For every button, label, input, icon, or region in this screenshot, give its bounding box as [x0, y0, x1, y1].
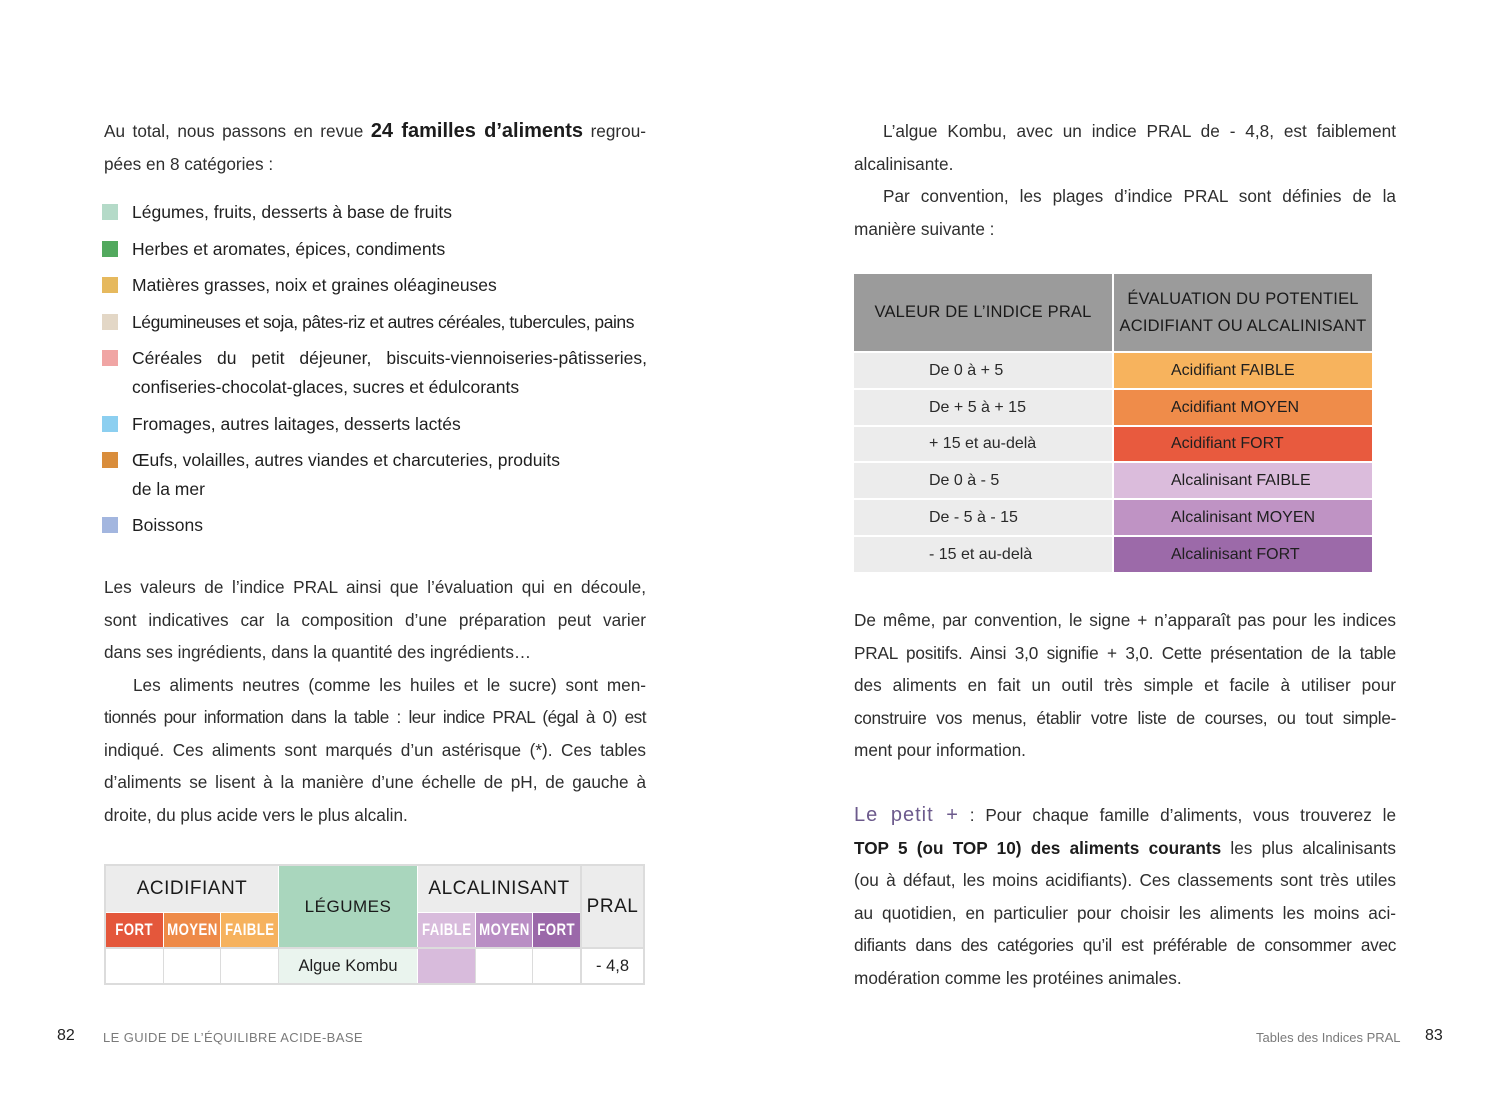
range-cell: De 0 à + 5 — [854, 353, 1112, 388]
range-cell: De + 5 à + 15 — [854, 390, 1112, 425]
text-line: PRAL positifs. Ainsi 3,0 signifie + 3,0. Cette présentation de la table — [854, 642, 1396, 663]
cell-divider — [220, 949, 221, 983]
range-cell: + 15 et au-delà — [854, 427, 1112, 461]
page-number-right: 83 — [1425, 1027, 1443, 1044]
tip-line-1 — [854, 799, 1396, 832]
pral-value-cell: - 4,8 — [595, 956, 630, 975]
intro-text-end: regrou- — [583, 121, 646, 141]
color-swatch-icon — [102, 241, 118, 257]
kombu-paragraph — [854, 115, 1396, 245]
evaluation-cell: Alcalinisant FAIBLE — [1114, 463, 1372, 498]
tip-text: : Pour chaque famille d’aliments, vous trouverez le — [958, 805, 1397, 825]
text-line: Par convention, les plages d’indice PRAL sont définies de la — [883, 186, 1396, 206]
text-line: L’algue Kombu, avec un indice PRAL de - 4,8, est faiblement — [883, 121, 1396, 141]
tip-lead: Le petit + — [854, 804, 959, 826]
text-line: De même, par convention, le signe + n’apparaît pas pour les indices — [854, 610, 1396, 630]
color-swatch-icon — [102, 314, 118, 330]
tip-paragraph — [854, 799, 1396, 994]
tip-bold-text: TOP 5 (ou TOP 10) des aliments courants — [854, 837, 1222, 858]
legend-label: Légumes, fruits, desserts à base de fruits — [132, 202, 453, 222]
level-label: FAIBLE — [421, 920, 472, 939]
text-line: Les aliments neutres (comme les huiles et le sucre) sont men- — [133, 674, 646, 695]
level-label: MOYEN — [166, 920, 218, 939]
pral-ranges-table — [854, 274, 1372, 572]
legend-label: Légumineuses et soja, pâtes-riz et autres céréales, tubercules, pains — [132, 312, 635, 332]
alk-faible-highlight-cell — [418, 949, 475, 983]
text-line: indiqué. Ces aliments sont marqués d’un astérisque (*). Ces tables — [104, 739, 646, 760]
text-line: des aliments en fait un outil très simple et facile à utiliser pour — [854, 675, 1396, 695]
book-title-footer: LE GUIDE DE L’ÉQUILIBRE ACIDE-BASE — [103, 1030, 363, 1045]
cell-divider — [163, 949, 164, 983]
legend-label-line: Céréales du petit déjeuner, biscuits-viennoiseries-pâtisseries, — [132, 348, 647, 368]
pral-header: PRAL — [582, 866, 643, 947]
convention-paragraph — [854, 604, 1396, 767]
alcalinisant-header: ALCALINISANT — [418, 866, 580, 912]
alk-faible-header — [418, 913, 475, 947]
evaluation-cell: Acidifiant FAIBLE — [1114, 353, 1372, 388]
cell-divider — [475, 949, 476, 983]
pral-notes-paragraph — [104, 571, 646, 831]
evaluation-cell: Acidifiant MOYEN — [1114, 390, 1372, 425]
text-line: droite, du plus acide vers le plus alcalin. — [104, 804, 408, 825]
color-swatch-icon — [102, 350, 118, 366]
tip-text: les plus alcalinisants — [1221, 837, 1397, 858]
range-cell: De - 5 à - 15 — [854, 500, 1112, 535]
intro-line-2: pées en 8 catégories : — [104, 153, 274, 174]
color-swatch-icon — [102, 204, 118, 220]
text-line: sont indicatives car la composition d’une préparation peut varier — [104, 609, 646, 630]
alk-fort-header — [533, 913, 580, 947]
text-line: au quotidien, en particulier pour choisir les aliments les moins aci- — [854, 902, 1396, 923]
acid-faible-header — [221, 913, 278, 947]
intro-text: Au total, nous passons en revue — [104, 121, 371, 141]
acidifiant-header: ACIDIFIANT — [106, 866, 278, 912]
color-swatch-icon — [102, 517, 118, 533]
legend-label — [132, 446, 647, 504]
level-label: FORT — [537, 920, 576, 939]
range-cell: De 0 à - 5 — [854, 463, 1112, 498]
level-label: MOYEN — [478, 920, 530, 939]
header-line: ÉVALUATION DU POTENTIEL — [1127, 289, 1359, 308]
text-line: manière suivante : — [854, 218, 995, 239]
level-label: FORT — [115, 920, 154, 939]
text-line: d’aliments se lisent à la manière d’une échelle de pH, de gauche à — [104, 772, 646, 792]
intro-paragraph — [104, 115, 646, 180]
example-pral-table — [104, 864, 645, 985]
text-line: difiants dans des catégories qu’il est préférable de consommer avec — [854, 935, 1396, 955]
header-line: ACIDIFIANT OU ALCALINISANT — [1119, 316, 1367, 335]
tip-line-2 — [854, 832, 1396, 865]
legend-label: Boissons — [132, 515, 204, 535]
color-swatch-icon — [102, 452, 118, 468]
text-line: ment pour information. — [854, 740, 1026, 760]
food-name-cell: Algue Kombu — [279, 949, 417, 983]
level-label: FAIBLE — [224, 920, 275, 939]
evaluation-cell: Acidifiant FORT — [1114, 427, 1372, 461]
legend-label-line: de la mer — [132, 479, 205, 499]
legend-label: Matières grasses, noix et graines oléagineuses — [132, 275, 497, 295]
acid-moyen-header — [164, 913, 220, 947]
legend-label: Fromages, autres laitages, desserts lactés — [132, 414, 461, 434]
page-number-left: 82 — [57, 1027, 75, 1044]
acid-fort-header — [106, 913, 163, 947]
evaluation-cell: Alcalinisant MOYEN — [1114, 500, 1372, 535]
evaluation-column-header — [1114, 274, 1372, 351]
text-line: (ou à défaut, les moins acidifiants). Ces classements sont très utiles — [854, 870, 1396, 890]
range-column-header: VALEUR DE L’INDICE PRAL — [854, 274, 1112, 351]
legend-label-line: Œufs, volailles, autres viandes et charcuteries, produits — [132, 450, 560, 470]
chapter-title-footer: Tables des Indices PRAL — [1256, 1030, 1401, 1045]
legend-label: Herbes et aromates, épices, condiments — [132, 239, 446, 259]
color-swatch-icon — [102, 416, 118, 432]
legend-label — [132, 344, 647, 402]
legend-label-line: confiseries-chocolat-glaces, sucres et édulcorants — [132, 377, 520, 397]
color-swatch-icon — [102, 277, 118, 293]
range-cell: - 15 et au-delà — [854, 537, 1112, 572]
text-line: construire vos menus, établir votre liste de courses, ou tout simple- — [854, 707, 1396, 728]
text-line: tionnés pour information dans la table : leur indice PRAL (égal à 0) est — [104, 707, 646, 727]
alk-moyen-header — [476, 913, 532, 947]
cell-divider — [532, 949, 533, 983]
text-line: modération comme les protéines animales. — [854, 967, 1182, 988]
evaluation-cell: Alcalinisant FORT — [1114, 537, 1372, 572]
intro-line-1 — [104, 115, 646, 148]
intro-bold-text: 24 familles d’aliments — [370, 120, 584, 142]
food-category-header: LÉGUMES — [279, 866, 417, 947]
text-line: dans ses ingrédients, dans la quantité des ingrédients… — [104, 642, 532, 662]
text-line: alcalinisante. — [854, 153, 954, 174]
text-line: Les valeurs de l’indice PRAL ainsi que l’évaluation qui en découle, — [104, 577, 646, 597]
